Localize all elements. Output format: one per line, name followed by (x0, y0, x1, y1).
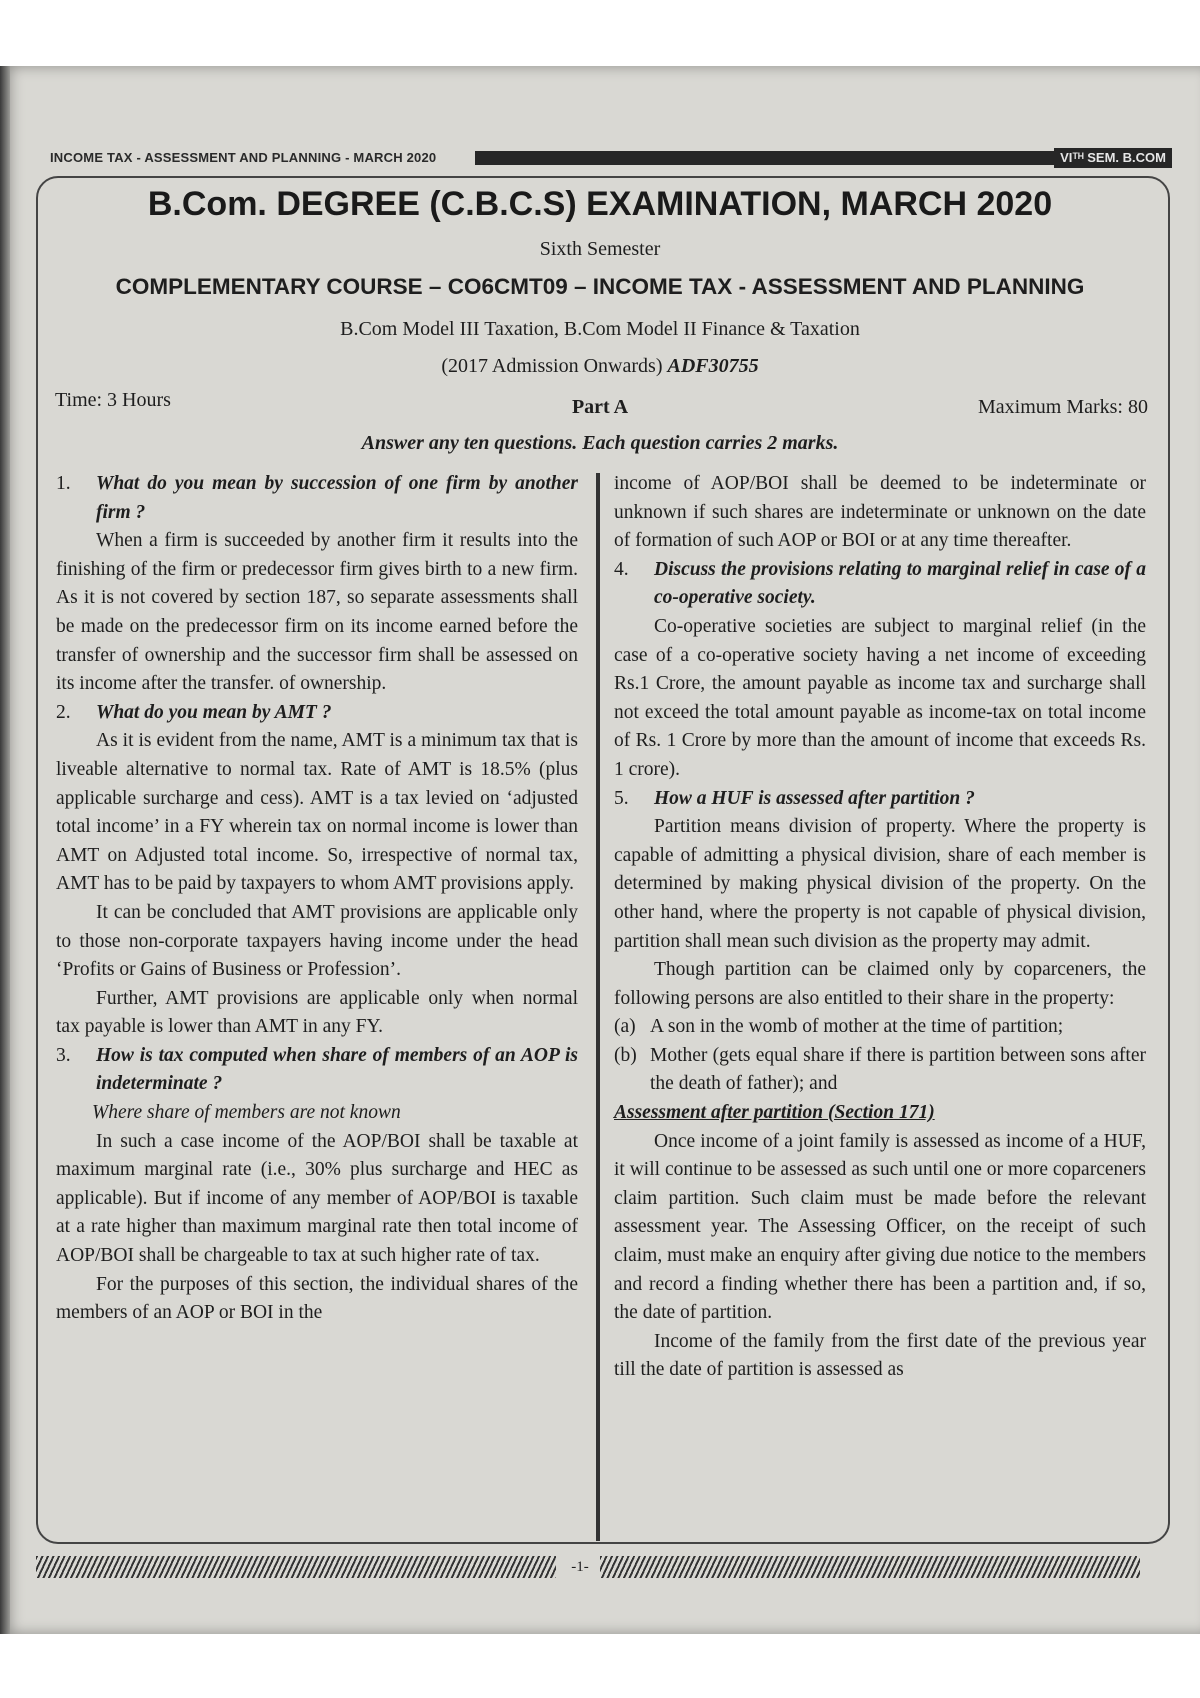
max-marks: Maximum Marks: 80 (978, 396, 1148, 418)
question-4 (614, 556, 1146, 613)
list-item (614, 1042, 1146, 1099)
answer-paragraph: In such a case income of the AOP/BOI shall be taxable at maximum marginal rate (i.e., 30% plus surcharge and HEC as applicable). But if income of any member of AOP/BOI is taxable at a rate higher than maximum marginal rate then total income of AOP/BOI shall be chargeable to tax at such higher rate of tax. (56, 1130, 578, 1267)
admission-text: (2017 Admission Onwards) (441, 355, 663, 377)
question-number: 2. (56, 701, 71, 723)
question-text: What do you mean by succession of one firm by another firm ? (96, 473, 578, 523)
admission-line (0, 355, 1200, 378)
instruction: Answer any ten questions. Each question carries 2 marks. (361, 432, 839, 454)
question-text: Discuss the provisions relating to marginal relief in case of a co-operative society. (654, 558, 1146, 609)
question-2 (56, 699, 578, 728)
semester: Sixth Semester (539, 238, 661, 260)
answer-paragraph: Co-operative societies are subject to marginal relief (in the case of a co-operative society having a net income of exceeding Rs.1 Crore, the amount payable as income tax and surcharge shall not exceed the total amount payable as income-tax on total income of Rs. 1 Crore by more than the amount of income that exceeds Rs. 1 crore). (614, 615, 1146, 780)
question-number: 5. (614, 787, 629, 809)
list-text: Mother (gets equal share if there is partition between sons after the death of father); and (650, 1044, 1146, 1095)
right-column (614, 470, 1146, 1385)
header-rule (475, 151, 1072, 165)
question-text: How a HUF is assessed after partition ? (654, 787, 975, 809)
semester-tag: VIᵀᴴ SEM. B.COM (1054, 148, 1172, 168)
question-text: How is tax computed when share of members of an AOP is indeterminate ? (96, 1044, 578, 1095)
book-spine (0, 66, 10, 1634)
question-1 (56, 470, 578, 527)
section-heading: Assessment after partition (Section 171) (614, 1102, 935, 1124)
answer-paragraph: Further, AMT provisions are applicable only when normal tax payable is lower than AMT in any FY. (56, 987, 578, 1038)
list-item (614, 1013, 1146, 1042)
running-header (50, 148, 1172, 168)
answer-paragraph: Though partition can be claimed only by coparceners, the following persons are also entitled to their share in the property: (614, 959, 1146, 1009)
answer-continuation: income of AOP/BOI shall be deemed to be indeterminate or unknown if such shares are indeterminate or unknown on the date of formation of such AOP or BOI or at any time thereafter. (614, 473, 1146, 552)
exam-time: Time: 3 Hours (55, 389, 171, 411)
running-header-title: INCOME TAX - ASSESSMENT AND PLANNING - MARCH 2020 (50, 148, 444, 168)
question-text: What do you mean by AMT ? (96, 701, 332, 723)
left-column (56, 470, 578, 1328)
subheading: Where share of members are not known (92, 1102, 401, 1124)
answer-paragraph: Income of the family from the first date of the previous year till the date of partition is assessed as (614, 1330, 1146, 1381)
answer-paragraph: When a firm is succeeded by another firm it results into the finishing of the firm or predecessor firm gives birth to a new firm. As it is not covered by section 187, so separate assessments shall be made on the predecessor firm on its income earned before the transfer of ownership and the successor firm shall be assessed on its income after the transfer. of ownership. (56, 530, 578, 695)
course-models: B.Com Model III Taxation, B.Com Model II Finance & Taxation (340, 318, 860, 340)
answer-paragraph: It can be concluded that AMT provisions are applicable only to those non-corporate taxpayers having income under the head ‘Profits or Gains of Business or Profession’. (56, 901, 578, 981)
list-text: A son in the womb of mother at the time of partition; (650, 1016, 1064, 1038)
answer-paragraph: Partition means division of property. Where the property is capable of admitting a physical division, share of each member is determined by making physical division of the property. On the other hand, where the property is not capable of physical division, partition shall mean such division as the property may admit. (614, 816, 1146, 952)
question-number: 4. (614, 558, 629, 580)
footer-hatch-right (600, 1556, 1140, 1578)
column-divider (596, 473, 600, 1541)
exam-title: B.Com. DEGREE (C.B.C.S) EXAMINATION, MARCH 2020 (147, 185, 1053, 223)
answer-paragraph: Once income of a joint family is assessed as income of a HUF, it will continue to be assessed as such until one or more coparceners claim partition. Such claim must be made before the relevant assessment year. The Assessing Officer, on the receipt of such claim, must make an enquiry after giving due notice to the members and record a finding whether there has been a partition and, if so, the date of partition. (614, 1130, 1146, 1324)
footer-hatch-left (36, 1556, 556, 1578)
question-5 (614, 785, 1146, 814)
paper-code: ADF30755 (667, 355, 759, 377)
page-number: -1- (571, 1559, 589, 1575)
course-title: COMPLEMENTARY COURSE – CO6CMT09 – INCOME TAX - ASSESSMENT AND PLANNING (115, 274, 1085, 299)
answer-paragraph: As it is evident from the name, AMT is a minimum tax that is liveable alternative to normal tax. Rate of AMT is 18.5% (plus applicable surcharge and cess). AMT is a tax levied on ‘adjusted total income’ in a FY wherein tax on normal income is lower than AMT on Adjusted total income. So, irrespective of normal tax, AMT has to be paid by taxpayers to whom AMT provisions apply. (56, 730, 578, 895)
question-3 (56, 1042, 578, 1099)
list-label: (a) (614, 1016, 636, 1038)
list-label: (b) (614, 1044, 637, 1066)
answer-paragraph: For the purposes of this section, the individual shares of the members of an AOP or BOI in the (56, 1273, 578, 1324)
part-label: Part A (571, 396, 629, 418)
question-number: 1. (56, 473, 71, 494)
question-number: 3. (56, 1044, 71, 1066)
